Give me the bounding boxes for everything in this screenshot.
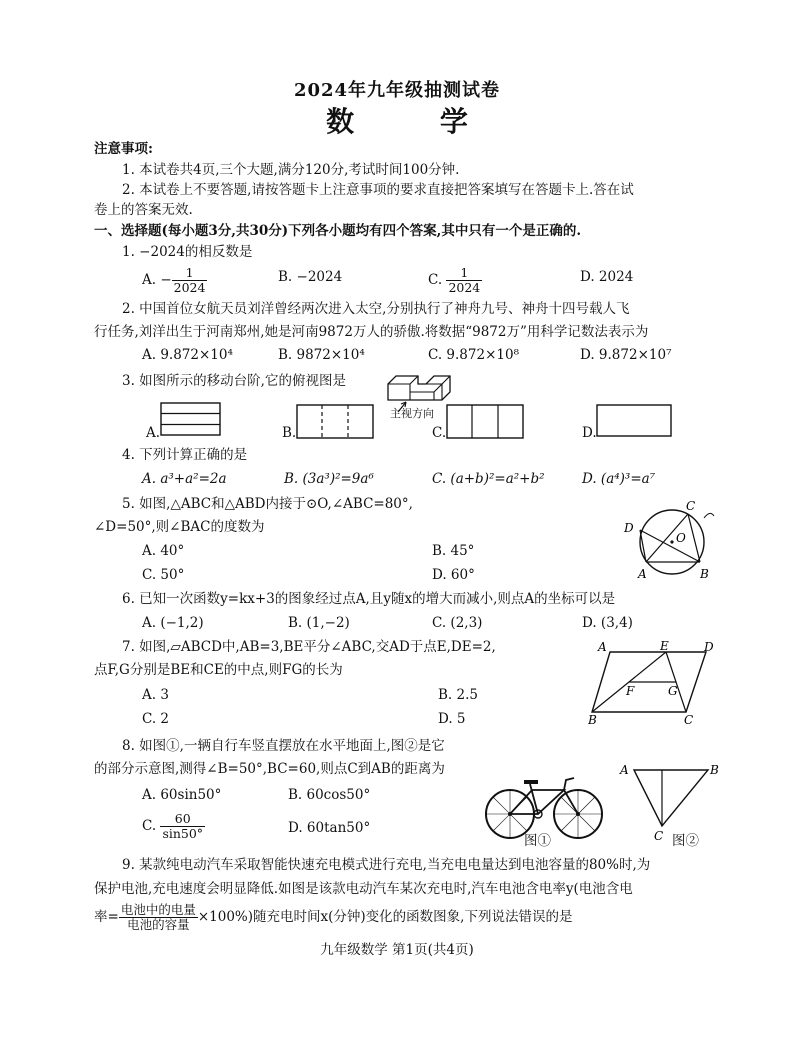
q1-option-b: B. −2024 xyxy=(278,269,343,285)
q9-line-1: 9. 某款纯电动汽车采取智能快速充电模式进行充电,当充电电量达到电池容量的80%时,为 xyxy=(122,857,651,873)
q5-line-2: ∠D=50°,则∠BAC的度数为 xyxy=(94,519,265,535)
q8-line-2: 的部分示意图,测得∠B=50°,BC=60,则点C到AB的距离为 xyxy=(94,761,445,777)
q4-stem: 4. 下列计算正确的是 xyxy=(122,447,248,463)
q2-option-c: C. 9.872×10⁸ xyxy=(428,347,519,363)
q3-option-c-label: C. xyxy=(432,425,447,441)
notice-item-2: 2. 本试卷上不要答题,请按答题卡上注意事项的要求直接把答案填写在答题卡上.答在试 xyxy=(122,182,634,198)
q5-line-1: 5. 如图,△ABC和△ABD内接于⊙O,∠ABC=80°, xyxy=(122,496,413,512)
q5-option-a: A. 40° xyxy=(142,543,185,559)
q7-fig-label-e: E xyxy=(660,640,669,653)
q6-option-b: B. (1,−2) xyxy=(288,615,350,631)
q4-option-b: B. (3a³)²=9a⁶ xyxy=(284,471,374,487)
q5-fig-label-a: A xyxy=(638,567,647,581)
q1-option-d: D. 2024 xyxy=(580,269,634,285)
q3-view-direction-label: 主视方向 xyxy=(390,407,434,420)
section-heading: 一、选择题(每小题3分,共30分)下列各小题均有四个答案,其中只有一个是正确的. xyxy=(94,223,582,239)
q6-option-d: D. (3,4) xyxy=(582,615,633,631)
q8-fig-label-b: B xyxy=(710,763,719,777)
q2-option-d: D. 9.872×10⁷ xyxy=(580,347,672,363)
q8-option-a: A. 60sin50° xyxy=(142,787,222,803)
q6-option-a: A. (−1,2) xyxy=(142,615,204,631)
q6-option-c: C. (2,3) xyxy=(432,615,483,631)
q5-fig-label-b: B xyxy=(700,567,709,581)
q2-line-2: 行任务,刘洋出生于河南郑州,她是河南9872万人的骄傲.将数据“9872万”用科学记数法表示为 xyxy=(94,324,649,340)
q7-option-a: A. 3 xyxy=(142,687,169,703)
q8-option-c: C. $\frac{60}{\sin 50^\circ}$ xyxy=(142,811,204,841)
q3-option-b-figure xyxy=(296,404,376,440)
q5-option-b: B. 45° xyxy=(432,543,475,559)
q7-fig-label-f: F xyxy=(626,684,635,698)
q9-line-3: 率= $\frac{\text{电池中的电量}}{\text{电池的容量}}$ ×100%)随充电时间x(分钟)变化的函数图象,下列说法错误的是 xyxy=(94,902,573,932)
q2-option-a: A. 9.872×10⁴ xyxy=(142,347,233,363)
q8-fig-label-c: C xyxy=(654,829,664,843)
q1-option-a: A. − $\frac{1}{2024}$ xyxy=(142,265,206,295)
notice-item-2-cont: 卷上的答案无效. xyxy=(94,202,193,218)
q7-option-c: C. 2 xyxy=(142,711,170,727)
q3-stem: 3. 如图所示的移动台阶,它的俯视图是 xyxy=(122,373,346,389)
notice-item-1: 1. 本试卷共4页,三个大题,满分120分,考试时间100分钟. xyxy=(122,162,460,178)
q4-option-c: C. (a+b)²=a²+b² xyxy=(432,471,545,487)
q3-option-a-label: A. xyxy=(146,425,161,441)
q5-circle-figure xyxy=(618,496,718,586)
page-footer: 九年级数学 第1页(共4页) xyxy=(320,942,474,958)
q4-option-a: A. a³+a²=2a xyxy=(142,471,227,487)
q7-fig-label-a: A xyxy=(598,640,607,654)
q1-option-c: C. $\frac{1}{2024}$ xyxy=(428,265,481,295)
q7-fig-label-b: B xyxy=(588,713,597,726)
q8-fig1-caption: 图① xyxy=(524,833,551,849)
q8-fig-label-a: A xyxy=(620,763,629,777)
q7-fig-label-d: D xyxy=(704,640,714,654)
q1-stem: 1. −2024的相反数是 xyxy=(122,244,253,260)
exam-title: 2024年九年级抽测试卷 xyxy=(293,80,501,101)
q8-fig2-caption: 图② xyxy=(672,833,699,849)
q5-fig-label-o: O xyxy=(676,531,686,545)
q2-line-1: 2. 中国首位女航天员刘洋曾经两次进入太空,分别执行了神舟九号、神舟十四号载人飞 xyxy=(122,301,630,317)
q9-line-2: 保护电池,充电速度会明显降低.如图是该款电动汽车某次充电时,汽车电池含电率y(电池含电 xyxy=(94,881,633,897)
q3-option-d-figure xyxy=(596,404,674,440)
q8-option-b: B. 60cos50° xyxy=(288,787,371,803)
q7-option-d: D. 5 xyxy=(438,711,466,727)
q5-option-c: C. 50° xyxy=(142,567,185,583)
q7-line-2: 点F,G分别是BE和CE的中点,则FG的长为 xyxy=(94,662,343,678)
notice-heading: 注意事项: xyxy=(94,141,153,157)
q8-option-d: D. 60tan50° xyxy=(288,820,371,836)
q4-option-d: D. (a⁴)³=a⁷ xyxy=(582,471,656,487)
q6-stem: 6. 已知一次函数y=kx+3的图象经过点A,且y随x的增大而减小,则点A的坐标可以是 xyxy=(122,591,616,607)
q7-parallelogram-figure xyxy=(588,640,718,726)
q5-fig-label-d: D xyxy=(624,521,634,535)
q7-fig-label-g: G xyxy=(668,684,678,698)
q3-option-b-label: B. xyxy=(282,425,297,441)
q7-line-1: 7. 如图,▱ABCD中,AB=3,BE平分∠ABC,交AD于点E,DE=2, xyxy=(122,639,496,655)
q8-triangle-figure xyxy=(616,760,726,844)
q8-line-1: 8. 如图①,一辆自行车竖直摆放在水平地面上,图②是它 xyxy=(122,738,445,754)
q5-option-d: D. 60° xyxy=(432,567,475,583)
q3-option-c-figure xyxy=(446,404,526,440)
q3-option-a-figure xyxy=(160,401,222,437)
subject-title: 数 学 xyxy=(326,105,506,138)
q7-option-b: B. 2.5 xyxy=(438,687,478,703)
q2-option-b: B. 9872×10⁴ xyxy=(278,347,365,363)
q3-option-d-label: D. xyxy=(582,425,597,441)
q5-fig-label-c: C xyxy=(686,499,696,513)
q7-fig-label-c: C xyxy=(684,713,694,726)
